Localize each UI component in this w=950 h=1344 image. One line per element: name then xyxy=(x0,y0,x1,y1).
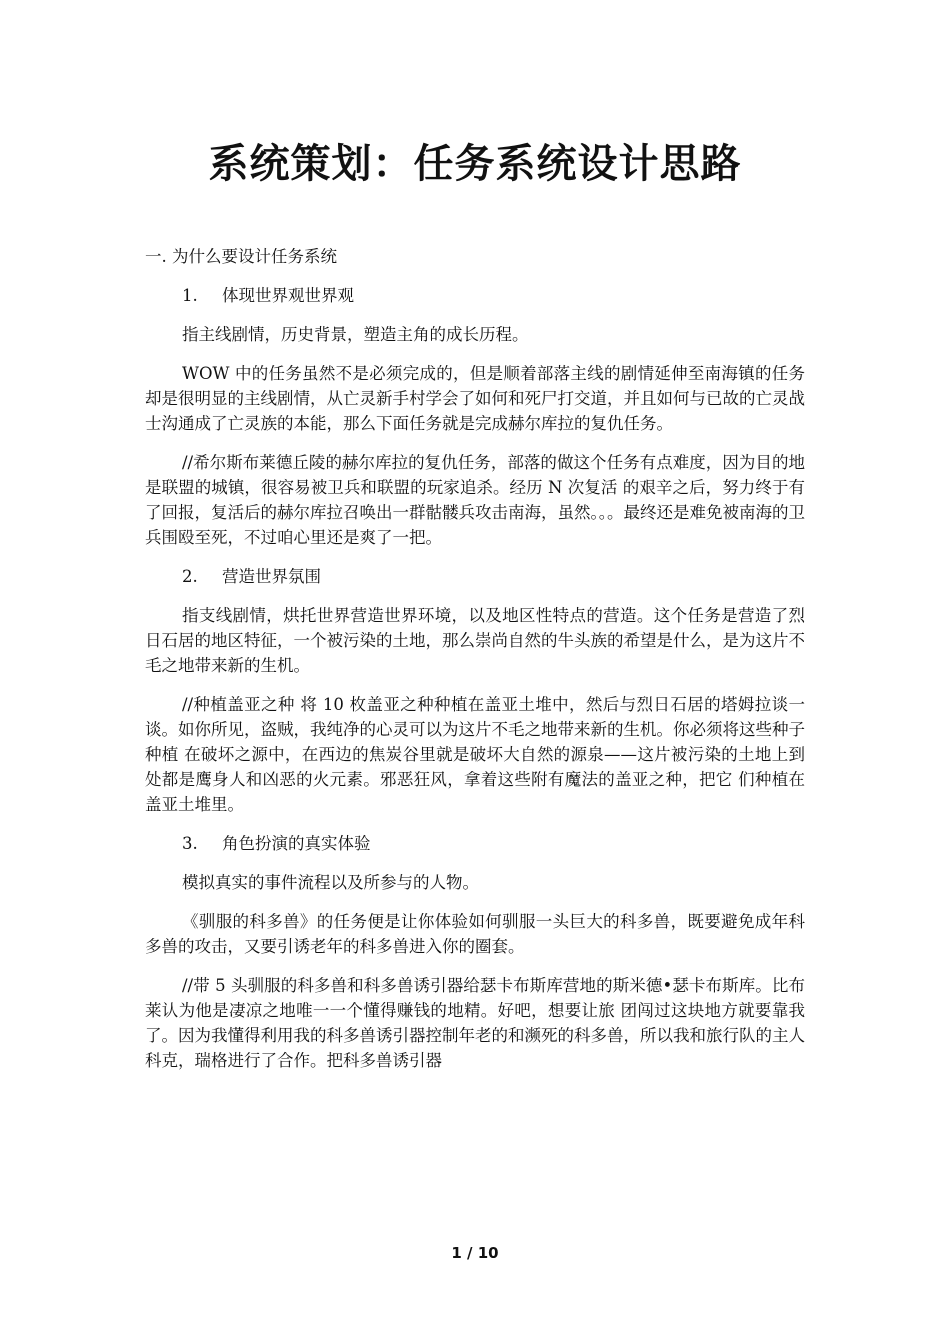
paragraph: 指支线剧情，烘托世界营造世界环境，以及地区性特点的营造。这个任务是营造了烈日石居的地区特征，一个被污染的土地，那么崇尚自然的牛头族的希望是什么，是为这片不毛之地带来新的生机。 xyxy=(145,606,805,675)
paragraph: //种植盖亚之种 将 10 枚盖亚之种种植在盖亚土堆中，然后与烈日石居的塔姆拉谈一谈。如你所见，盗贼，我纯净的心灵可以为这片不毛之地带来新的生机。你必须将这些种子种植 在破坏之源中，在西边的焦炭谷里就是破坏大自然的源泉——这片被污染的土地上到处都是鹰身人和凶恶的火元素。邪恶狂风，拿着这些附有魔法的盖亚之种，把它 们种植在盖亚土堆里。 xyxy=(145,695,805,814)
subsection-heading-3 xyxy=(145,831,805,856)
paragraph: //带 5 头驯服的科多兽和科多兽诱引器给瑟卡布斯库营地的斯米德•瑟卡布斯库。比布莱认为他是凄凉之地唯一一个懂得赚钱的地精。好吧，想要让旅 团闯过这块地方就要靠我了。因为我懂得利用我的科多兽诱引器控制年老的和濒死的科多兽，所以我和旅行队的主人科克，瑞格进行了合作。把科多兽诱引器 xyxy=(145,976,805,1070)
paragraph: 模拟真实的事件流程以及所参与的人物。 xyxy=(182,873,479,892)
paragraph: 《驯服的科多兽》的任务便是让你体验如何驯服一头巨大的科多兽，既要避免成年科多兽的攻击，又要引诱老年的科多兽进入你的圈套。 xyxy=(145,912,805,956)
subsection-heading-1 xyxy=(145,283,805,308)
section-heading: 一. 为什么要设计任务系统 xyxy=(145,247,337,266)
paragraph: WOW 中的任务虽然不是必须完成的，但是顺着部落主线的剧情延伸至南海镇的任务却是很明显的主线剧情，从亡灵新手村学会了如何和死尸打交道，并且如何与已故的亡灵战士沟通成了亡灵族的本能，那么下面任务就是完成赫尔库拉的复仇任务。 xyxy=(145,364,805,433)
subsection-number: 2. xyxy=(182,567,198,586)
subsection-number: 3. xyxy=(182,834,198,853)
subsection-title: 体现世界观世界观 xyxy=(222,286,354,305)
document-title: 系统策划：任务系统设计思路 xyxy=(208,140,742,187)
subsection-title: 营造世界氛围 xyxy=(222,567,321,586)
document-body xyxy=(145,244,805,1087)
subsection-title: 角色扮演的真实体验 xyxy=(222,834,371,853)
subsection-heading-2 xyxy=(145,564,805,589)
subsection-number: 1. xyxy=(182,286,198,305)
paragraph: 指主线剧情，历史背景，塑造主角的成长历程。 xyxy=(182,325,529,344)
paragraph: //希尔斯布莱德丘陵的赫尔库拉的复仇任务，部落的做这个任务有点难度，因为目的地是联盟的城镇，很容易被卫兵和联盟的玩家追杀。经历 N 次复活 的艰辛之后，努力终于有了回报，复活后的赫尔库拉召唤出一群骷髅兵攻击南海，虽然。。。最终还是难免被南海的卫兵围殴至死，不过咱心里还是爽了一把。 xyxy=(145,453,805,547)
page-number: 1 / 10 xyxy=(451,1244,499,1262)
